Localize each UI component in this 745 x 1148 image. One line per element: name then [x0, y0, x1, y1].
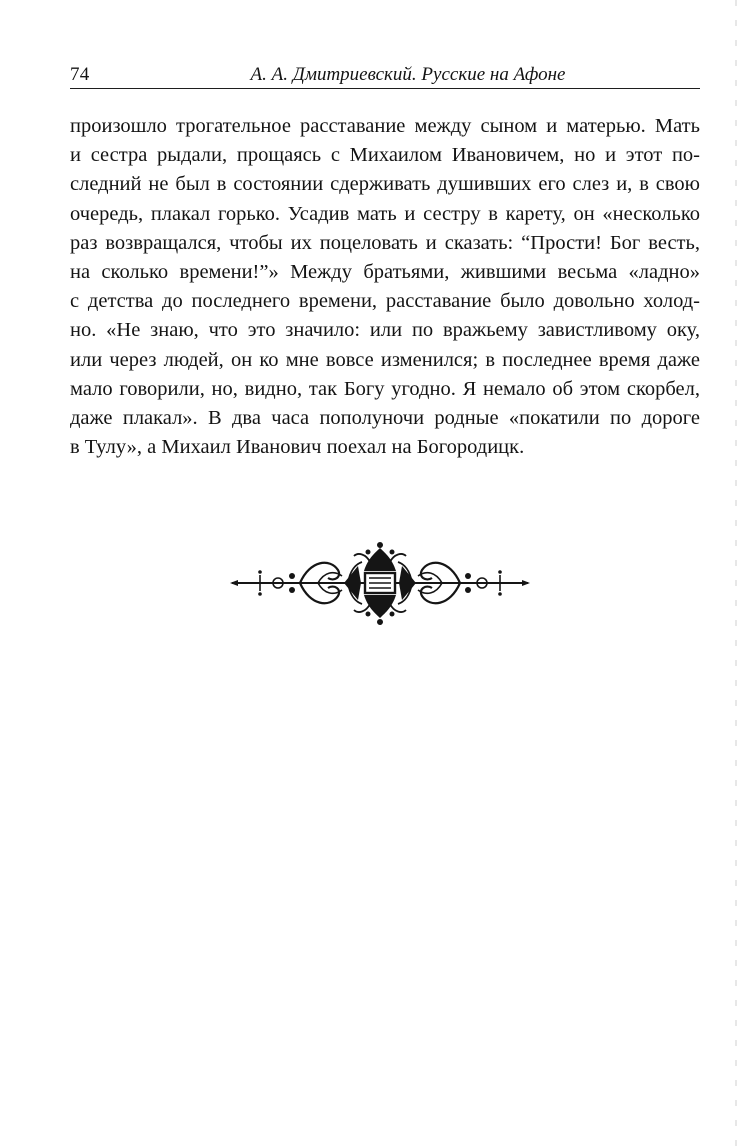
- text-line: и сестра рыдали, прощаясь с Михаилом Ивановичем, но и этот по-: [70, 144, 700, 167]
- running-title: А. А. Дмитриевский. Русские на Афоне: [250, 64, 566, 85]
- text-line: на сколько времени!”» Между братьями, жившими весьма «ладно»: [70, 260, 700, 283]
- text-line: но. «Не знаю, что это значило: или по вражьему завистливому оку,: [70, 319, 700, 342]
- text-line: мало говорили, но, видно, так Богу угодно. Я немало об этом скорбел,: [70, 377, 700, 400]
- text-line: раз возвращался, чтобы их поцеловать и сказать: “Прости! Бог весть,: [70, 231, 700, 254]
- page-number: 74: [70, 64, 90, 85]
- body-paragraph: [70, 112, 700, 462]
- text-line: или через людей, он ко мне вовсе изменился; в последнее время даже: [70, 348, 700, 371]
- text-line: следний не был в состоянии сдерживать душивших его слез и, в свою: [70, 173, 700, 196]
- text-line: даже плакал». В два часа пополуночи родные «покатили по дороге: [70, 406, 700, 429]
- text-line: произошло трогательное расставание между сыном и матерью. Мать: [70, 115, 700, 137]
- text-line: в Тулу», а Михаил Иванович поехал на Богородицк.: [70, 436, 525, 459]
- text-line: с детства до последнего времени, расставание было довольно холод-: [70, 290, 700, 313]
- page-edge-shadow: [731, 0, 741, 1148]
- running-header: [70, 58, 700, 89]
- decorative-vignette-icon: [230, 540, 530, 630]
- text-line: очередь, плакал горько. Усадив мать и сестру в карету, он «несколько: [70, 202, 700, 225]
